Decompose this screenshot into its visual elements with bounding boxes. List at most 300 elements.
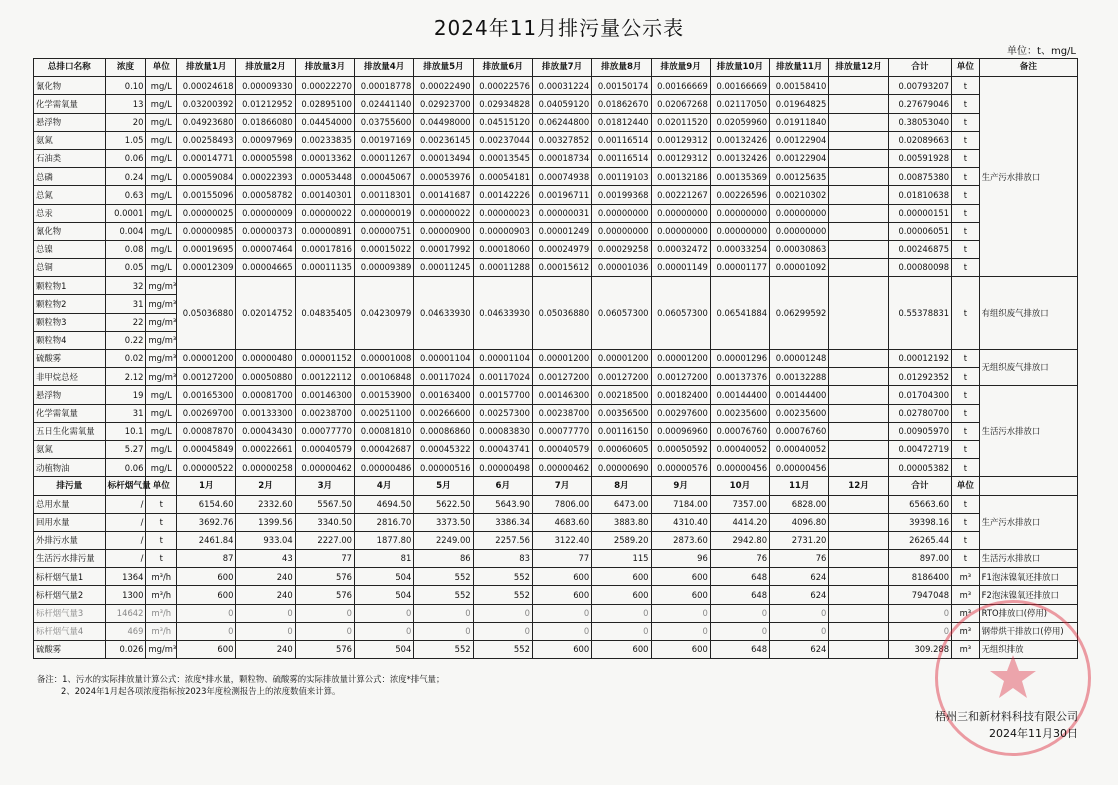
item-name: 氨氮 <box>34 131 106 149</box>
table-row <box>34 604 1078 622</box>
unit: mg/L <box>146 422 177 440</box>
item-name: 颗粒物3 <box>34 313 106 331</box>
item-name: 标杆烟气量2 <box>34 586 106 604</box>
concentration: 5.27 <box>105 440 146 458</box>
total-value: 0.00591928 <box>888 149 951 167</box>
month-value: 600 <box>592 641 651 659</box>
month-value: 0.00000522 <box>177 459 236 477</box>
item-name: 悬浮物 <box>34 113 106 131</box>
table-row <box>34 222 1078 240</box>
column-header: 排放量9月 <box>651 59 710 77</box>
month-value: 3692.76 <box>177 513 236 531</box>
month-value: 0.00087870 <box>177 422 236 440</box>
month-value: 0.06244800 <box>532 113 591 131</box>
month-value: 240 <box>236 641 295 659</box>
month-value: 504 <box>355 586 414 604</box>
unit: mg/L <box>146 95 177 113</box>
table-row <box>34 368 1078 386</box>
month-value: 0.00001200 <box>651 350 710 368</box>
month-value <box>829 168 888 186</box>
remark: 生活污水排放口 <box>979 386 1077 477</box>
total-unit: t <box>952 277 980 350</box>
month-value: 0.00007464 <box>236 240 295 258</box>
month-value: 0.04633930 <box>414 277 473 350</box>
month-value: 0.00155096 <box>177 186 236 204</box>
company-name: 梧州三和新材料科技有限公司 <box>935 710 1078 723</box>
month-value: 0.00001008 <box>355 350 414 368</box>
month-value: 0.00015612 <box>532 259 591 277</box>
month-value: 0.00001149 <box>651 259 710 277</box>
total-unit: t <box>952 222 980 240</box>
concentration: 13 <box>105 95 146 113</box>
month-value: 0.00000000 <box>592 204 651 222</box>
month-value: 76 <box>710 550 769 568</box>
month-value: 0.00122112 <box>295 368 354 386</box>
month-value: 0 <box>355 622 414 640</box>
month-value: 0.04633930 <box>473 277 532 350</box>
month-value: 0.00042687 <box>355 440 414 458</box>
remark: RTO排放口(停用) <box>979 604 1077 622</box>
month-value: 0.06299592 <box>770 277 829 350</box>
unit: mg/m³ <box>146 313 177 331</box>
month-value: 0.00129312 <box>651 149 710 167</box>
month-value: 0.00117024 <box>473 368 532 386</box>
month-value: 0.00019695 <box>177 240 236 258</box>
month-value: 0.00127200 <box>177 368 236 386</box>
total-unit: t <box>952 386 980 404</box>
column-header: 排放量4月 <box>355 59 414 77</box>
concentration: 20 <box>105 113 146 131</box>
concentration: 22 <box>105 313 146 331</box>
total-unit: t <box>952 131 980 149</box>
month-value: 0.00001104 <box>473 350 532 368</box>
month-value: 0.04923680 <box>177 113 236 131</box>
month-value <box>829 622 888 640</box>
note-line-1: 备注：1、污水的实际排放量计算公式：浓度*排水量，颗粒物、硫酸雾的实际排放量计算公式：浓度*排气量； <box>37 674 445 684</box>
total-value: 0 <box>888 622 951 640</box>
month-value: 576 <box>295 586 354 604</box>
month-value: 0 <box>177 622 236 640</box>
month-value: 0.01964825 <box>770 95 829 113</box>
table-row <box>34 386 1078 404</box>
month-value: 0.00117024 <box>414 368 473 386</box>
unit: m³/h <box>146 586 177 604</box>
month-value: 6828.00 <box>770 495 829 513</box>
month-value: 0 <box>295 622 354 640</box>
month-value: 0.00226596 <box>710 186 769 204</box>
concentration: 0.05 <box>105 259 146 277</box>
month-value: 600 <box>177 586 236 604</box>
month-value <box>829 240 888 258</box>
month-value: 96 <box>651 550 710 568</box>
month-value: 0.00146300 <box>295 386 354 404</box>
month-value <box>829 77 888 95</box>
total-value: 8186400 <box>888 568 951 586</box>
month-value: 600 <box>177 641 236 659</box>
month-value: 0.00163400 <box>414 386 473 404</box>
unit-note: 单位：t、mg/L <box>1007 46 1076 57</box>
month-value: 0.00000019 <box>355 204 414 222</box>
item-name: 标杆烟气量3 <box>34 604 106 622</box>
month-value: 0.00018734 <box>532 149 591 167</box>
month-value: 504 <box>355 568 414 586</box>
month-value: 0.00137376 <box>710 368 769 386</box>
concentration: 19 <box>105 386 146 404</box>
sign-date: 2024年11月30日 <box>989 727 1078 740</box>
month-value: 0.00014771 <box>177 149 236 167</box>
month-value: 0.00199368 <box>592 186 651 204</box>
unit: t <box>146 513 177 531</box>
item-name: 化学需氧量 <box>34 95 106 113</box>
month-value: 0.00050880 <box>236 368 295 386</box>
month-value: 0.00045322 <box>414 440 473 458</box>
unit: mg/L <box>146 77 177 95</box>
total-value: 26265.44 <box>888 531 951 549</box>
column-header: 标杆烟气量 <box>105 477 146 495</box>
month-value: 552 <box>473 568 532 586</box>
remark: 生产污水排放口 <box>979 495 1077 550</box>
total-unit: t <box>952 259 980 277</box>
total-value: 0.01810638 <box>888 186 951 204</box>
month-value: 0.00076760 <box>710 422 769 440</box>
month-value: 0.00001200 <box>177 350 236 368</box>
month-value: 0.00030863 <box>770 240 829 258</box>
month-value: 0.00237044 <box>473 131 532 149</box>
total-value: 0.00012192 <box>888 350 951 368</box>
month-value: 7806.00 <box>532 495 591 513</box>
month-value: 0.00236145 <box>414 131 473 149</box>
month-value: 2589.20 <box>592 531 651 549</box>
total-value: 0.00905970 <box>888 422 951 440</box>
month-value: 0.00127200 <box>651 368 710 386</box>
total-unit: t <box>952 422 980 440</box>
total-unit: t <box>952 240 980 258</box>
concentration: 1.05 <box>105 131 146 149</box>
month-value: 0.00116514 <box>592 131 651 149</box>
month-value: 0.00000462 <box>532 459 591 477</box>
month-value <box>829 586 888 604</box>
month-value: 600 <box>592 586 651 604</box>
month-value: 0.00015022 <box>355 240 414 258</box>
month-value: 0.00022576 <box>473 77 532 95</box>
concentration: 469 <box>105 622 146 640</box>
month-value <box>829 186 888 204</box>
month-value <box>829 531 888 549</box>
month-value <box>829 259 888 277</box>
table-row <box>34 422 1078 440</box>
month-value: 0.00029258 <box>592 240 651 258</box>
concentration: 0.06 <box>105 149 146 167</box>
month-value: 0.00001177 <box>710 259 769 277</box>
month-value: 0.00000498 <box>473 459 532 477</box>
month-value: 600 <box>592 568 651 586</box>
month-value: 0.00000891 <box>295 222 354 240</box>
column-header: 6月 <box>473 477 532 495</box>
total-unit: t <box>952 495 980 513</box>
month-value: 0.00235600 <box>710 404 769 422</box>
unit: mg/L <box>146 222 177 240</box>
total-value: 0.02780700 <box>888 404 951 422</box>
month-value: 0.00000576 <box>651 459 710 477</box>
concentration: 14642 <box>105 604 146 622</box>
unit: mg/L <box>146 149 177 167</box>
month-value: 0.04835405 <box>295 277 354 350</box>
month-value: 0 <box>414 622 473 640</box>
total-value: 0.00472719 <box>888 440 951 458</box>
month-value: 2816.70 <box>355 513 414 531</box>
concentration: / <box>105 550 146 568</box>
concentration: 31 <box>105 404 146 422</box>
month-value: 6154.60 <box>177 495 236 513</box>
month-value: 0.00000903 <box>473 222 532 240</box>
month-value: 0 <box>532 622 591 640</box>
month-value: 576 <box>295 568 354 586</box>
column-header: 2月 <box>236 477 295 495</box>
month-value: 0.00040579 <box>532 440 591 458</box>
month-value <box>829 113 888 131</box>
month-value: 0.00132426 <box>710 131 769 149</box>
month-value: 0.00269700 <box>177 404 236 422</box>
month-value: 0.00146300 <box>532 386 591 404</box>
unit: mg/L <box>146 259 177 277</box>
month-value: 0.00045067 <box>355 168 414 186</box>
total-unit: t <box>952 404 980 422</box>
column-header: 排放量1月 <box>177 59 236 77</box>
month-value: 0.00297600 <box>651 404 710 422</box>
month-value: 0.00150174 <box>592 77 651 95</box>
column-header: 12月 <box>829 477 888 495</box>
concentration: / <box>105 531 146 549</box>
month-value <box>829 386 888 404</box>
total-value: 0.00000151 <box>888 204 951 222</box>
month-value: 4096.80 <box>770 513 829 531</box>
item-name: 标杆烟气量1 <box>34 568 106 586</box>
column-header: 合计 <box>888 477 951 495</box>
item-name: 颗粒物1 <box>34 277 106 295</box>
month-value: 0.05036880 <box>532 277 591 350</box>
concentration: 0.004 <box>105 222 146 240</box>
month-value: 81 <box>355 550 414 568</box>
month-value: 648 <box>710 568 769 586</box>
item-name: 标杆烟气量4 <box>34 622 106 640</box>
total-value: 0.01292352 <box>888 368 951 386</box>
column-header: 3月 <box>295 477 354 495</box>
total-unit: t <box>952 95 980 113</box>
month-value: 0.00000000 <box>770 204 829 222</box>
total-value: 0.01704300 <box>888 386 951 404</box>
month-value: 0.00000000 <box>710 204 769 222</box>
month-value: 0.00127200 <box>592 368 651 386</box>
month-value: 0.00000031 <box>532 204 591 222</box>
column-header: 单位 <box>146 59 177 77</box>
month-value: 0.00031224 <box>532 77 591 95</box>
month-value: 0 <box>236 622 295 640</box>
column-header: 浓度 <box>105 59 146 77</box>
month-value: 0 <box>710 622 769 640</box>
month-value: 4310.40 <box>651 513 710 531</box>
remark: 无组织废气排放口 <box>979 350 1077 386</box>
month-value: 4414.20 <box>710 513 769 531</box>
month-value: 0.00235600 <box>770 404 829 422</box>
month-value: 0.00166669 <box>710 77 769 95</box>
month-value: 0.01812440 <box>592 113 651 131</box>
month-value <box>829 459 888 477</box>
month-value: 0.00058782 <box>236 186 295 204</box>
unit: mg/m³ <box>146 641 177 659</box>
month-value <box>829 440 888 458</box>
remark: 生产污水排放口 <box>979 77 1077 277</box>
month-value: 576 <box>295 641 354 659</box>
month-value <box>829 131 888 149</box>
month-value: 600 <box>651 586 710 604</box>
month-value: 0.00050592 <box>651 440 710 458</box>
item-name: 氰化物 <box>34 77 106 95</box>
column-header: 11月 <box>770 477 829 495</box>
month-value: 0.00018060 <box>473 240 532 258</box>
month-value: 0 <box>532 604 591 622</box>
month-value: 0.00096960 <box>651 422 710 440</box>
month-value: 624 <box>770 641 829 659</box>
unit: mg/L <box>146 168 177 186</box>
month-value: 0.00001200 <box>592 350 651 368</box>
month-value: 0.00257300 <box>473 404 532 422</box>
month-value: 0.00000373 <box>236 222 295 240</box>
month-value: 0.04498000 <box>414 113 473 131</box>
unit: t <box>146 550 177 568</box>
month-value: 0 <box>651 604 710 622</box>
month-value: 0 <box>295 604 354 622</box>
note-line-2: 2、2024年1月起各项浓度指标按2023年度检测报告上的浓度数值来计算。 <box>61 686 341 696</box>
table-header-row <box>34 59 1078 77</box>
column-header: 排放量5月 <box>414 59 473 77</box>
month-value: 0.00233835 <box>295 131 354 149</box>
month-value: 552 <box>414 568 473 586</box>
column-header: 10月 <box>710 477 769 495</box>
month-value: 0.00000900 <box>414 222 473 240</box>
month-value: 0.00182400 <box>651 386 710 404</box>
month-value: 0.00032472 <box>651 240 710 258</box>
table-row <box>34 113 1078 131</box>
month-value: 600 <box>177 568 236 586</box>
remark: 有组织废气排放口 <box>979 277 1077 350</box>
item-name: 五日生化需氧量 <box>34 422 106 440</box>
total-unit: m³ <box>952 586 980 604</box>
total-value: 39398.16 <box>888 513 951 531</box>
month-value: 0.00001152 <box>295 350 354 368</box>
month-value: 0.00013545 <box>473 149 532 167</box>
month-value: 0.02011520 <box>651 113 710 131</box>
concentration: 10.1 <box>105 422 146 440</box>
column-header: 排污量 <box>34 477 106 495</box>
column-header: 单位 <box>952 477 980 495</box>
column-header: 备注 <box>979 59 1077 77</box>
total-unit: t <box>952 149 980 167</box>
month-value: 624 <box>770 586 829 604</box>
month-value: 0.00000022 <box>295 204 354 222</box>
discharge-table <box>33 58 1078 659</box>
month-value: 552 <box>473 641 532 659</box>
month-value: 0.00017992 <box>414 240 473 258</box>
column-header <box>979 477 1077 495</box>
item-name: 硫酸雾 <box>34 350 106 368</box>
month-value: 0.00000000 <box>770 222 829 240</box>
month-value: 0.00251100 <box>355 404 414 422</box>
month-value: 0.00000022 <box>414 204 473 222</box>
month-value: 0.00106848 <box>355 368 414 386</box>
month-value: 0.00013494 <box>414 149 473 167</box>
table-row <box>34 277 1078 295</box>
month-value: 0.00000985 <box>177 222 236 240</box>
unit: mg/m³ <box>146 368 177 386</box>
month-value: 0.00133300 <box>236 404 295 422</box>
month-value: 600 <box>532 586 591 604</box>
item-name: 生活污水排污量 <box>34 550 106 568</box>
month-value: 600 <box>532 641 591 659</box>
concentration: 0.06 <box>105 459 146 477</box>
item-name: 总镍 <box>34 240 106 258</box>
item-name: 外排污水量 <box>34 531 106 549</box>
month-value: 0 <box>770 604 829 622</box>
unit: mg/m³ <box>146 277 177 295</box>
month-value: 600 <box>651 568 710 586</box>
month-value: 0.00197169 <box>355 131 414 149</box>
month-value: 0.00001248 <box>770 350 829 368</box>
unit: mg/L <box>146 440 177 458</box>
month-value: 0.02014752 <box>236 277 295 350</box>
total-value: 0.00080098 <box>888 259 951 277</box>
item-name: 颗粒物4 <box>34 331 106 349</box>
month-value: 0.02934828 <box>473 95 532 113</box>
unit: mg/m³ <box>146 331 177 349</box>
table-row <box>34 204 1078 222</box>
month-value: 0.02067268 <box>651 95 710 113</box>
table-row <box>34 495 1078 513</box>
month-value: 5643.90 <box>473 495 532 513</box>
table-row <box>34 77 1078 95</box>
month-value: 0.00001036 <box>592 259 651 277</box>
month-value: 0 <box>236 604 295 622</box>
total-value: 0.02089663 <box>888 131 951 149</box>
concentration: 1300 <box>105 586 146 604</box>
item-name: 总用水量 <box>34 495 106 513</box>
table-row <box>34 586 1078 604</box>
month-value: 0.00122904 <box>770 149 829 167</box>
month-value: 0.00144400 <box>770 386 829 404</box>
column-header: 合计 <box>888 59 951 77</box>
month-value: 0.00000000 <box>592 222 651 240</box>
month-value: 0.04059120 <box>532 95 591 113</box>
total-value: 0.00875380 <box>888 168 951 186</box>
month-value: 0.02923700 <box>414 95 473 113</box>
month-value: 552 <box>473 586 532 604</box>
month-value <box>829 641 888 659</box>
month-value: 0.00132288 <box>770 368 829 386</box>
month-value: 2873.60 <box>651 531 710 549</box>
month-value <box>829 204 888 222</box>
month-value: 2731.20 <box>770 531 829 549</box>
item-name: 总铜 <box>34 259 106 277</box>
month-value: 648 <box>710 641 769 659</box>
unit: mg/L <box>146 459 177 477</box>
month-value: 0.00001200 <box>532 350 591 368</box>
month-value: 0.00013362 <box>295 149 354 167</box>
month-value: 0.00074938 <box>532 168 591 186</box>
unit: mg/L <box>146 240 177 258</box>
total-unit: m³ <box>952 604 980 622</box>
month-value: 5622.50 <box>414 495 473 513</box>
item-name: 总磷 <box>34 168 106 186</box>
month-value <box>829 604 888 622</box>
